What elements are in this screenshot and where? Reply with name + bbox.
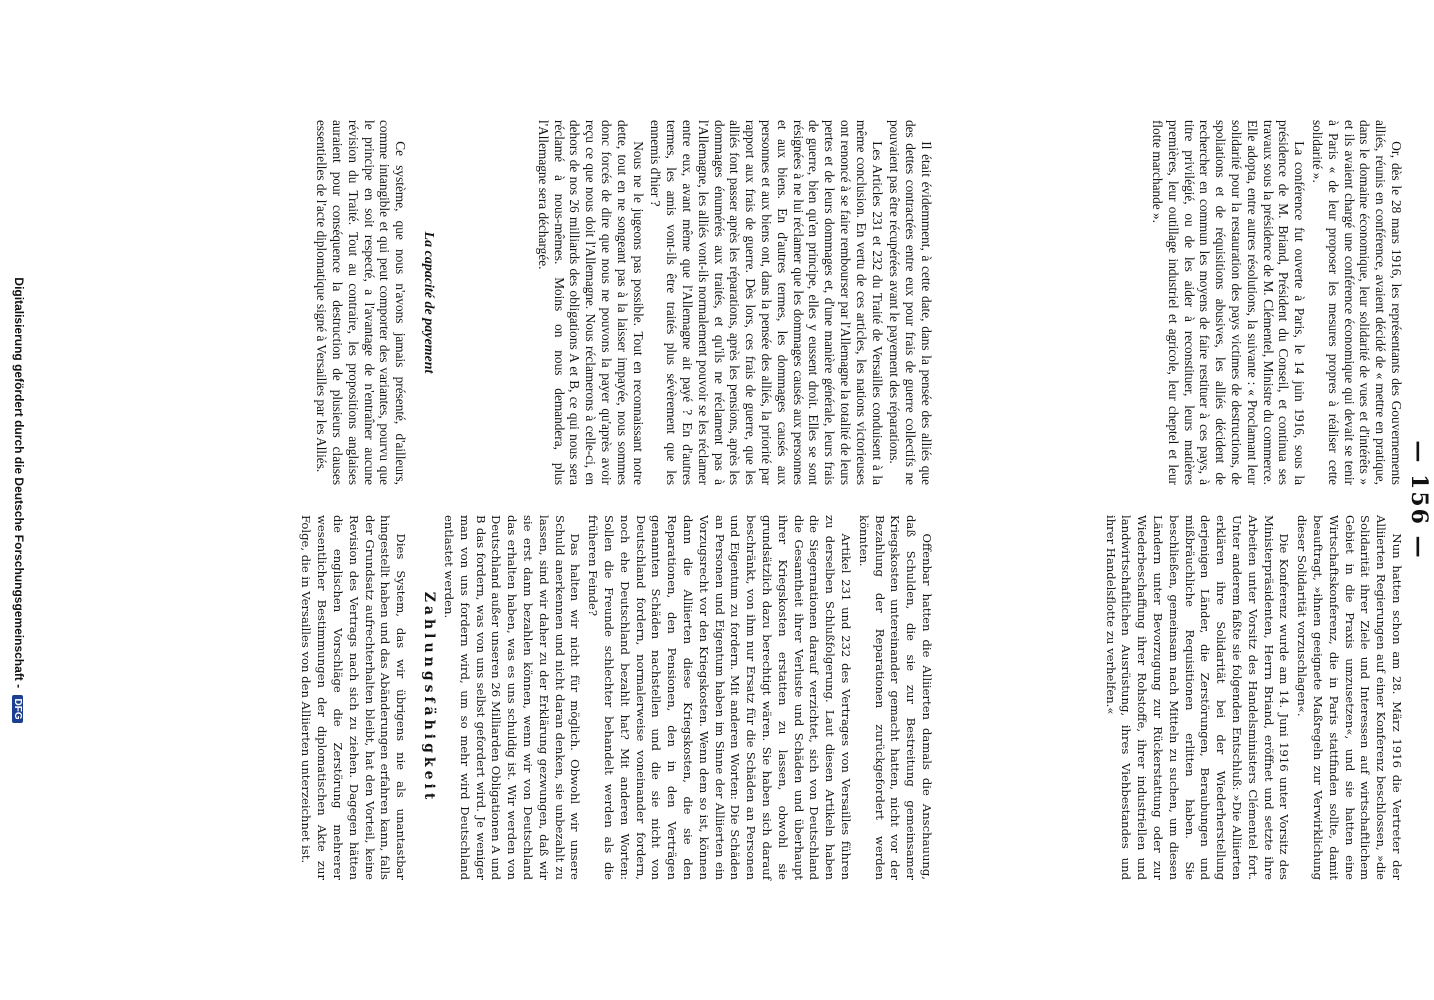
- section-heading: La capacité de payement: [421, 231, 436, 374]
- paragraph: Nous ne le jugeons pas possible. Tout en reconnaissant notre dette, tout en ne songeant pas à la laisser impayée, nous sommes donc forcés de dire que nous ne pouvons la payer qu'après avoir reçu ce que nous doit l'Allemagne. Nous réclamerons à celle-ci, en dehors de nos 26 milliards des obligations A et B, ce qui nous sera réclamé à nous-mêmes. Moins on nous demandera, plus l'Allemagne sera déchargée.: [535, 120, 646, 485]
- paragraph: Nun hatten schon am 28. März 1916 die Vertreter der Alliierten Regierungen auf einer Konferenz beschlossen, »die Solidarität ihrer Ziele und Interessen auf wirtschaftlichem Gebiet in die Praxis umzusetzen«, und sie hatten eine Wirtschaftskonferenz, die in Paris stattfinden sollte, damit beauftragt, »ihnen geeignete Maßregeln zur Verwirklichung dieser Solidarität vorzuschlagen«.: [1295, 515, 1404, 880]
- paragraph: Die Konferenz wurde am 14. Juni 1916 unter Vorsitz des Ministerpräsidenten, Herrn Briand, eröffnet und setzte ihre Arbeiten unter Vorsitz des Handelsministers Clémentel fort. Unter anderem faßte sie folgenden Entschluß: »Die Alliierten erklären ihre Solidarität bei der Wiederherstellung derjenigen Länder, die Zerstörungen, Beraubungen und mißbräuchliche Requisitionen erlitten haben. Sie beschließen, gemeinsam nach Mitteln zu suchen, um diesen Ländern unter Bevorzugung zur Rückerstattung oder zur Wiederbeschaffung ihrer Rohstoffe, ihrer industriellen und landwirtschaftlichen Ausrüstung, ihres Viehbestandes und ihrer Handelsflotte zu verhelfen.«: [1103, 515, 1292, 880]
- french-column-block-1: [1149, 120, 1404, 485]
- german-column-block-3: [298, 515, 454, 880]
- page-number: — 156 —: [1406, 440, 1432, 560]
- french-column-block-2: [535, 120, 934, 485]
- paragraph: Les Articles 231 et 232 du Traité de Versailles conduisent à la même conclusion. En vertu de ces articles, les nations victorieuses ont renoncé à se faire rembourser par l'Allemagne la totalité de leurs pertes et de leurs dommages et, d'une manière générale, leurs frais de guerre, bien qu'en principe, elles y eussent droit. Elles se sont résignées à ne lui réclamer que les dommages causés aux personnes et aux biens. En d'autres termes, les dommages causés aux personnes et aux biens ont, dans la pensée des alliés, la priorité par rapport aux frais de guerre. Dès lors, ces frais de guerre, que les alliés font passer après les réparations, après les pensions, après les dommages énumérés aux traités, et qu'ils ne réclament pas à l'Allemagne, les alliés vont-ils normalement pouvoir se les réclamer entre eux, avant même que l'Allemagne ait payé ? En d'autres termes, les amis vont-ils être traités plus sévèrement que les ennemis d'hier ?: [648, 120, 885, 485]
- german-column-block-2: [440, 515, 934, 880]
- german-column-block-1: [1102, 515, 1404, 880]
- paragraph: Offenbar hatten die Alliierten damals die Anschauung, daß Schulden, die sie zur Bestreitung gemeinsamer Kriegskosten untereinander gemacht hatten, nicht vor der Bezahlung der Reparationen zurückgefordert werden könnten.: [856, 515, 934, 880]
- paragraph: Il était évidemment, à cette date, dans la pensée des alliés que des dettes contractées entre eux pour frais de guerre collectifs ne pouvaient pas être récupérées avant le payement des réparations.: [887, 120, 934, 485]
- paragraph: La conférence fut ouverte à Paris, le 14 juin 1916, sous la présidence de M. Briand, Président du Conseil, et continua ses travaux sous la présidence de M. Clémentel, Ministre du commerce. Elle adopta, entre autres résolutions, la suivante : « Proclamant leur solidarité pour la restauration des pays victimes de destructions, de spoliations et de réquisitions abusives, les alliés décident de rechercher en commun les moyens de faire restituer à ces pays, à titre privilégié, ou de les aider à reconstituer, leurs matières premières, leur outillage industriel et agricole, leur cheptel et leur flotte marchande ».: [1150, 120, 1308, 485]
- section-heading: Zahlungsfähigkeit: [421, 591, 437, 804]
- digitization-footer: [12, 0, 26, 1000]
- paragraph: Or, dès le 28 mars 1916, les représentants des Gouvernements alliés, réunis en conférence, avaient décidé de « mettre en pratique, dans le domaine économique, leur solidarité de vues et d'intérêts » et ils avaient chargé une conférence économique qui devait se tenir à Paris « de leur proposer les mesures propres à réaliser cette solidarité ».: [1310, 120, 1404, 485]
- paragraph: Artikel 231 und 232 des Vertrages von Versailles führen zu derselben Schlußfolgerung. Laut diesen Artikeln haben die Siegernationen darauf verzichtet, sich von Deutschland die Gesamtheit ihrer Verluste und Schäden und überhaupt ihrer Kriegskosten erstatten zu lassen, obwohl sie grundsätzlich dazu berechtigt wären. Sie haben sich darauf beschränkt, von ihm nur Ersatz für die Schäden an Personen und Eigentum zu fordern. Mit anderen Worten: Die Schäden an Personen und Eigentum haben im Sinne der Alliierten ein Vorzugsrecht vor den Kriegskosten. Wenn dem so ist, können dann die Alliierten diese Kriegskosten, die sie den Reparationen, den Pensionen, den in den Verträgen genannten Schäden nachstellen und die sie nicht von Deutschland fordern, normalerweise voneinander fordern, noch ehe Deutschland bezahlt hat? Mit anderen Worten: Sollen die Freunde schlechter behandelt werden als die früheren Feinde?: [586, 515, 854, 880]
- footer-text: Digitalisierung gefördert durch die Deutsche Forschungsgemeinschaft -: [12, 277, 26, 689]
- french-column-block-3: [313, 120, 454, 485]
- paragraph: Dies System, das wir übrigens nie als unantastbar hingestellt haben und das Abänderungen erfahren kann, falls der Grundsatz aufrechterhalten bleibt, hat den Vorteil, keine Revision des Vertrags nach sich zu ziehen. Dagegen hätten die englischen Vorschläge die Zerstörung mehrerer wesentlicher Bestimmungen der diplomatischen Akte zur Folge, die in Versailles von den Alliierten unterzeichnet ist.: [299, 515, 409, 880]
- dfg-logo: DFG: [12, 695, 23, 722]
- paragraph: Das halten wir nicht für möglich. Obwohl wir unsere Schuld anerkennen und nicht daran denken, sie unbezahlt zu lassen, sind wir daher zu der Erklärung gezwungen, daß wir sie erst dann bezahlen können, wenn wir von Deutschland das erhalten haben, was es uns schuldig ist. Wir werden von Deutschland außer unseren 26 Milliarden Obligationen A und B das fordern, was von uns selbst gefordert wird. Je weniger man von uns fordern wird, um so mehr wird Deutschland entlastet werden.: [442, 515, 583, 880]
- paragraph: Ce système, que nous n'avons jamais présenté, d'ailleurs, comme intangible et qui peut comporter des variantes, pourvu que le principe en soit respecté, a l'avantage de n'entraîner aucune révision du Traité. Tout au contraire, les propositions anglaises auraient pour conséquence la destruction de plusieurs clauses essentielles de l'acte diplomatique signé à Versailles par les Alliés.: [314, 120, 409, 485]
